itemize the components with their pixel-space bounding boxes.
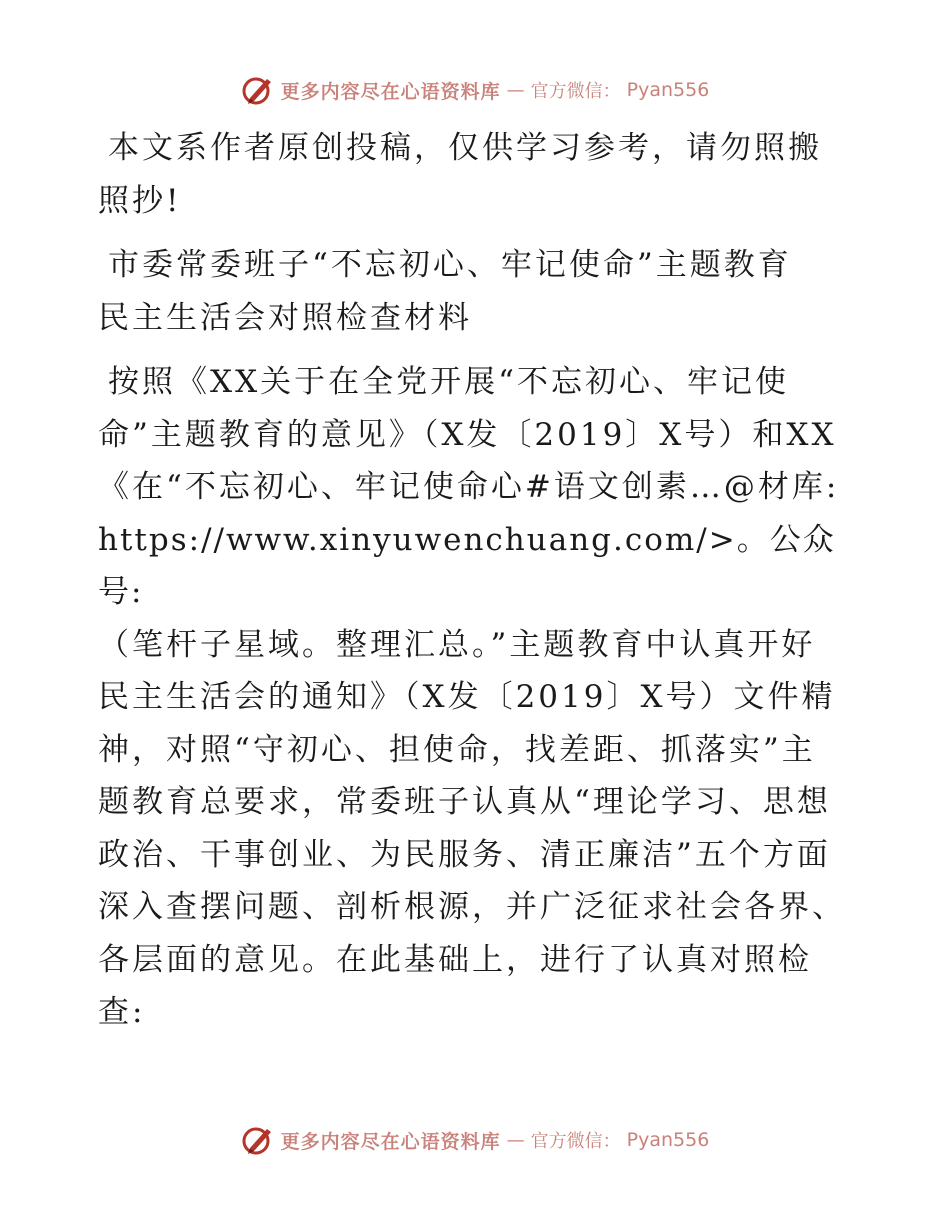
pen-logo-icon	[241, 1123, 275, 1157]
disclaimer-paragraph	[98, 122, 858, 227]
footer-separator: —	[506, 1129, 525, 1151]
body-line: 《在“不忘初心、牢记使命心#语文创素…@材库:	[98, 469, 840, 505]
pen-logo-icon	[241, 73, 275, 107]
body-line: 各层面的意见。在此基础上，进行了认真对照检	[98, 941, 812, 978]
body-line: 按照《XX关于在全党开展“不忘初心、牢记使	[108, 364, 789, 400]
title-line: 市委常委班子“不忘初心、牢记使命”主题教育	[108, 247, 792, 283]
document-body	[98, 122, 858, 1051]
body-line: 深入查摆问题、剖析根源，并广泛征求社会各界、	[98, 889, 846, 925]
header-separator: —	[506, 79, 525, 101]
header-wechat-id: Pyan556	[626, 79, 710, 101]
title-line: 民主生活会对照检查材料	[98, 299, 472, 336]
header-banner	[0, 70, 950, 110]
disclaimer-line: 本文系作者原创投稿，仅供学习参考，请勿照搬	[108, 130, 822, 166]
header-wechat-label: 官方微信：	[530, 81, 621, 102]
body-line: 查:	[98, 994, 146, 1030]
footer-banner	[0, 1120, 950, 1160]
document-title	[98, 239, 858, 344]
footer-brand-text: 更多内容尽在心语资料库	[280, 1130, 501, 1153]
footer-wechat-label: 官方微信：	[530, 1131, 621, 1152]
body-line: https://www.xinyuwenchuang.com/>。公众号:	[98, 521, 836, 610]
footer-wechat-id: Pyan556	[626, 1129, 710, 1151]
body-line: 命”主题教育的意见》（X发〔2019〕X号）和XX	[98, 416, 837, 453]
body-paragraph	[98, 356, 858, 1039]
body-line: 民主生活会的通知》（X发〔2019〕X号）文件精	[98, 679, 836, 715]
body-line: 政治、干事创业、为民服务、清正廉洁”五个方面	[98, 836, 831, 873]
body-line: （笔杆子星域。整理汇总。”主题教育中认真开好	[98, 626, 816, 663]
header-brand-text: 更多内容尽在心语资料库	[280, 80, 501, 103]
body-line: 神，对照“守初心、担使命，找差距、抓落实”主	[98, 731, 816, 768]
body-line: 题教育总要求，常委班子认真从“理论学习、思想	[98, 784, 831, 820]
disclaimer-line: 照抄!	[98, 182, 182, 219]
